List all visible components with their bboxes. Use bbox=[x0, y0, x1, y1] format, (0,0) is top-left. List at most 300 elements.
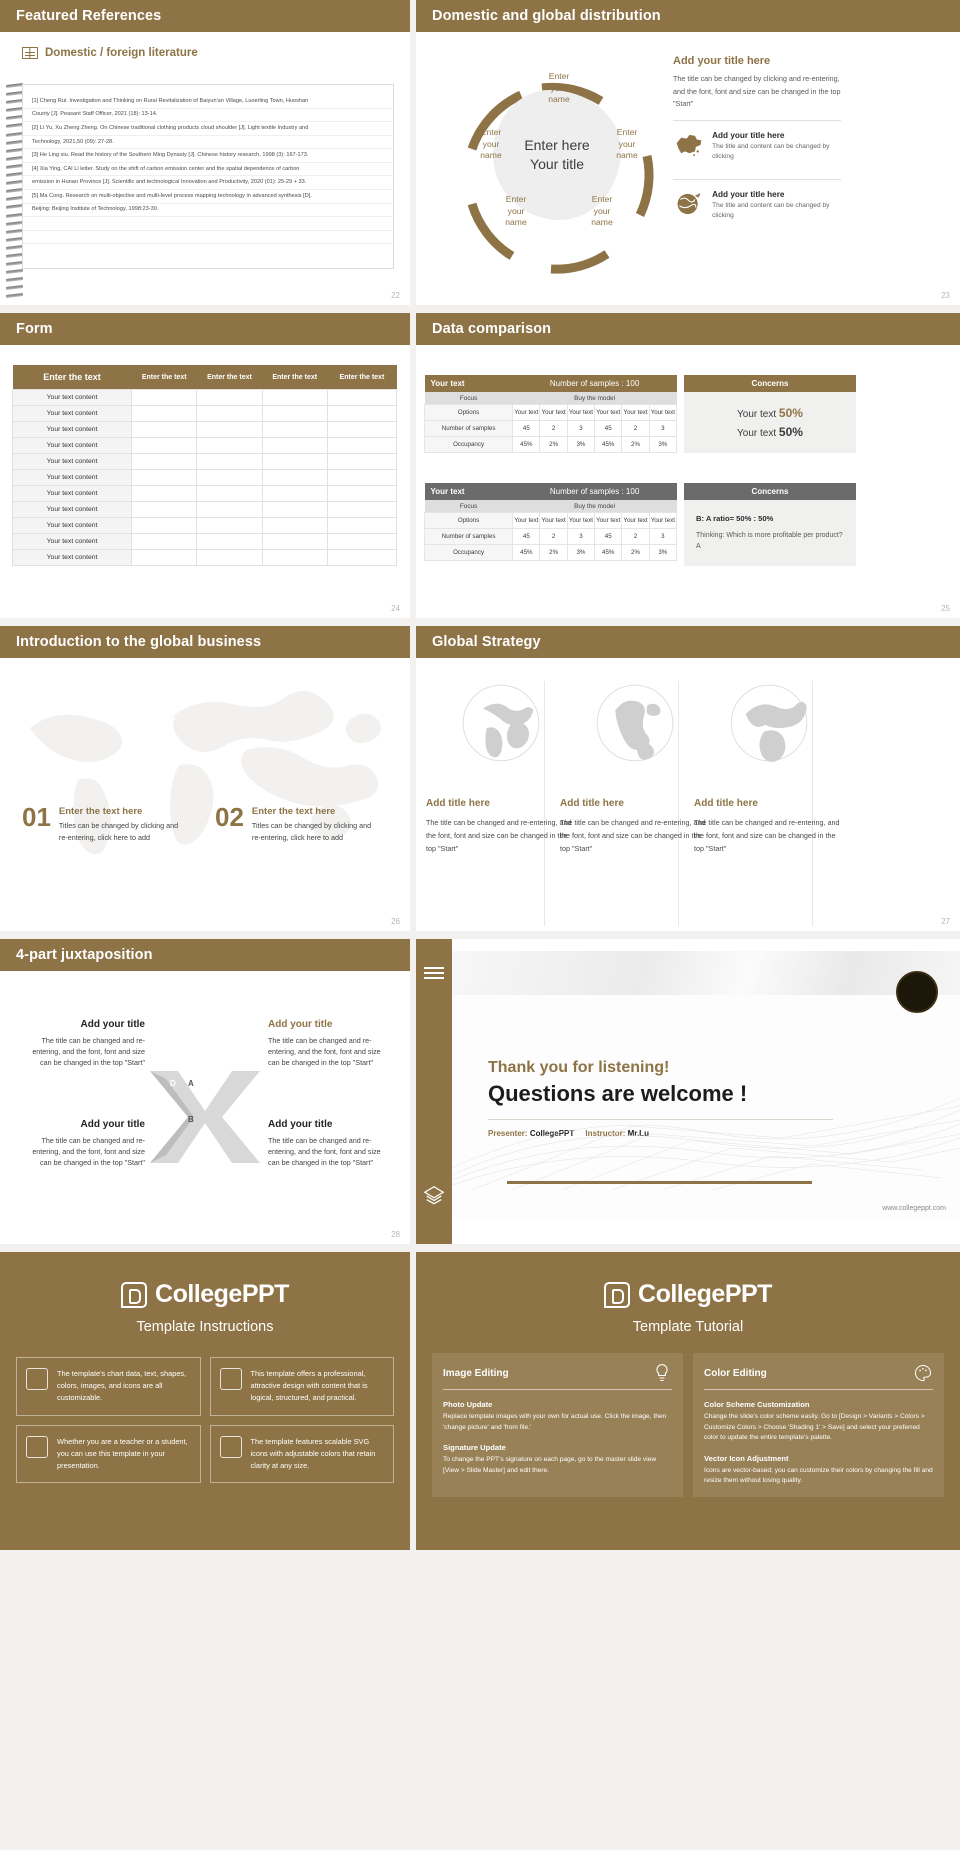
table-cell: 45 bbox=[595, 529, 622, 545]
column-header: Enter the text bbox=[197, 365, 262, 390]
brand-row bbox=[416, 1280, 960, 1309]
table-cell[interactable] bbox=[132, 534, 197, 550]
table-cell: 3 bbox=[567, 421, 594, 437]
page-number: 27 bbox=[941, 917, 950, 926]
row-header: Options bbox=[425, 405, 513, 421]
tutorial-item-body: Replace template images with your own for actual use. Click the image, then 'change picture' and 'from file.' bbox=[443, 1413, 667, 1431]
table-focus-row bbox=[425, 500, 677, 513]
table-row bbox=[425, 405, 677, 421]
list-item[interactable] bbox=[673, 179, 841, 229]
column-title: Add title here bbox=[426, 798, 490, 809]
tutorial-column-color-editing bbox=[693, 1353, 944, 1497]
table-cell[interactable] bbox=[197, 502, 262, 518]
slide-header bbox=[0, 626, 410, 658]
slide-thank-you[interactable] bbox=[416, 939, 960, 1244]
table-cell[interactable] bbox=[262, 486, 327, 502]
column-header bbox=[443, 1363, 672, 1390]
table-cell[interactable] bbox=[132, 422, 197, 438]
panel-template-tutorial bbox=[416, 1252, 960, 1550]
concern-header: Concerns bbox=[684, 375, 856, 392]
thank-you-line-1: Thank you for listening! bbox=[488, 1059, 670, 1076]
globe-icon bbox=[724, 678, 814, 768]
instruction-card bbox=[16, 1357, 201, 1416]
block-title: Enter the text here bbox=[251, 806, 336, 817]
table-cell[interactable] bbox=[327, 422, 396, 438]
column-body: The title can be changed and re-entering, and the font, font and size can be changed in the top "Start" bbox=[426, 818, 572, 853]
page-title: Domestic and global distribution bbox=[432, 8, 661, 24]
table-cell[interactable] bbox=[327, 518, 396, 534]
list-item[interactable] bbox=[673, 120, 841, 170]
wireframe-mesh-decoration bbox=[452, 1080, 960, 1190]
table-header-row bbox=[13, 365, 397, 390]
chart-icon bbox=[26, 1368, 48, 1390]
table-cell[interactable] bbox=[327, 406, 396, 422]
china-map-icon bbox=[673, 131, 704, 159]
hamburger-icon[interactable] bbox=[424, 967, 444, 979]
table-cell[interactable] bbox=[262, 534, 327, 550]
tutorial-item-title: Signature Update bbox=[443, 1443, 506, 1453]
table-left-label: Your text bbox=[430, 379, 465, 388]
table-row bbox=[13, 470, 397, 486]
tutorial-item-body: To change the PPT's signature on each page, go to the master slide view [View > Slide Master] and edit there. bbox=[443, 1456, 657, 1474]
presenter-name: CollegePPT bbox=[529, 1129, 575, 1138]
table-row bbox=[425, 529, 677, 545]
table-cell: 3 bbox=[649, 421, 676, 437]
slide-data-comparison[interactable] bbox=[416, 313, 960, 618]
table-cell[interactable] bbox=[197, 422, 262, 438]
table-cell[interactable] bbox=[132, 454, 197, 470]
table-cell[interactable] bbox=[132, 406, 197, 422]
table-cell: Your text bbox=[567, 513, 594, 529]
concern-header: Concerns bbox=[684, 483, 856, 500]
table-cell: 45% bbox=[513, 545, 540, 561]
form-table-wrapper bbox=[12, 365, 397, 566]
instruction-card bbox=[16, 1425, 201, 1484]
quadrant-bottom-left[interactable] bbox=[20, 1119, 145, 1168]
row-header: Occupancy bbox=[425, 437, 513, 453]
collegeppt-logo-icon bbox=[604, 1282, 630, 1308]
table-cell: 45% bbox=[595, 437, 622, 453]
card-body: The template features scalable SVG icons with adjustable colors that retain clarity at any size. bbox=[250, 1436, 376, 1471]
table-cell[interactable] bbox=[327, 534, 396, 550]
table-cell[interactable] bbox=[262, 390, 327, 406]
slide-global-business[interactable] bbox=[0, 626, 410, 931]
right-panel-body: The title can be changed by clicking and re-entering, and the font, font and size can be changed in the top "Start" bbox=[673, 74, 841, 109]
table-cell: 3% bbox=[567, 545, 594, 561]
row-header: Number of samples bbox=[425, 529, 513, 545]
reference-entry-blank bbox=[23, 231, 393, 245]
top-banner-decoration bbox=[452, 951, 960, 995]
table-left-label: Your text bbox=[430, 487, 465, 496]
slide-featured-references[interactable] bbox=[0, 0, 410, 305]
table-row bbox=[425, 437, 677, 453]
quadrant-title: Add your title bbox=[80, 1019, 145, 1030]
slide-four-part-juxtaposition[interactable] bbox=[0, 939, 410, 1244]
page-title: Global Strategy bbox=[432, 634, 541, 650]
reference-entry: [5] Ma Cong. Research on multi-objective and multi-level process mapping technology in advanced synthesis [D]. bbox=[23, 190, 393, 204]
table-cell[interactable] bbox=[262, 406, 327, 422]
table-row bbox=[13, 438, 397, 454]
table-cell[interactable] bbox=[197, 550, 262, 566]
table-right-label: Number of samples : 100 bbox=[549, 379, 640, 388]
reference-entry: County [J]. Peasant Staff Officer, 2021 (18): 13-14. bbox=[23, 109, 393, 123]
reference-entry: [1] Cheng Rui. Investigation and Thinking on Rural Revitalization of Baiyun'an Village, Luoerling Town, Huoshan bbox=[23, 95, 393, 109]
table-cell[interactable] bbox=[132, 502, 197, 518]
quadrant-top-left[interactable] bbox=[20, 1019, 145, 1068]
reference-entry: Beijing: Beijing Institute of Technology, 1998:23-30. bbox=[23, 204, 393, 218]
column-title: Add title here bbox=[560, 798, 624, 809]
table-cell[interactable] bbox=[197, 438, 262, 454]
concern-body bbox=[684, 500, 856, 566]
focus-label: Focus bbox=[425, 500, 513, 513]
slide-header bbox=[416, 313, 960, 345]
quadrant-body: The title can be changed and re-entering, and the font, font and size can be changed in the top "Start" bbox=[32, 1036, 145, 1068]
seal-icon bbox=[896, 971, 938, 1013]
reference-entry-blank bbox=[23, 217, 393, 231]
tutorial-item-title: Vector Icon Adjustment bbox=[704, 1453, 789, 1463]
table-cell-label: Your text content bbox=[13, 470, 132, 486]
table-cell-label: Your text content bbox=[13, 550, 132, 566]
table-cell[interactable] bbox=[132, 486, 197, 502]
table-cell: Your text bbox=[540, 405, 567, 421]
references-subtitle bbox=[22, 47, 198, 59]
center-letter-c: C bbox=[170, 1115, 176, 1124]
table-row bbox=[13, 390, 397, 406]
table-cell[interactable] bbox=[327, 470, 396, 486]
column-body: The title can be changed and re-entering, and the font, font and size can be changed in the top "Start" bbox=[560, 818, 706, 853]
table-cell-label: Your text content bbox=[13, 486, 132, 502]
concern-box-2 bbox=[684, 483, 856, 566]
comparison-table-1 bbox=[424, 375, 677, 453]
reference-entry: [4] Xia Ying, CAI Li letter. Study on the shift of carbon emission center and the spatial dependence of carbon bbox=[23, 163, 393, 177]
table-cell: Your text bbox=[595, 513, 622, 529]
table-cell: Your text bbox=[567, 405, 594, 421]
table-row bbox=[13, 486, 397, 502]
table-cell: 2 bbox=[622, 421, 649, 437]
numbered-block-1[interactable] bbox=[22, 802, 182, 843]
distribution-right-panel bbox=[673, 55, 841, 230]
concern-line-1-pct: 50% bbox=[778, 406, 803, 420]
x-shape-decoration bbox=[148, 1067, 262, 1167]
list-item-title: Add your title here bbox=[712, 130, 785, 140]
block-number: 01 bbox=[22, 802, 51, 832]
slide-header bbox=[416, 0, 960, 32]
concern-line-2-pct: 50% bbox=[778, 425, 803, 439]
column-header bbox=[704, 1363, 933, 1390]
table-row bbox=[13, 422, 397, 438]
table-cell[interactable] bbox=[262, 550, 327, 566]
tutorial-item-body: Icons are vector-based; you can customize their colors by changing the fill and resize them without losing quality. bbox=[704, 1466, 933, 1485]
page-title: Form bbox=[16, 321, 53, 337]
panel-template-instructions bbox=[0, 1252, 410, 1550]
form-table bbox=[12, 365, 397, 566]
row-header: Number of samples bbox=[425, 421, 513, 437]
concern-body bbox=[684, 392, 856, 453]
world-map-decoration bbox=[0, 658, 410, 931]
panel-subtitle: Template Tutorial bbox=[632, 1319, 744, 1335]
slide-header bbox=[0, 939, 410, 971]
table-cell-label: Your text content bbox=[13, 518, 132, 534]
tutorial-columns bbox=[416, 1335, 960, 1497]
table-row bbox=[13, 502, 397, 518]
table-cell: 2% bbox=[622, 437, 649, 453]
teacher-icon bbox=[26, 1436, 48, 1458]
quadrant-body: The title can be changed and re-entering, and the font, font and size can be changed in the top "Start" bbox=[32, 1136, 145, 1168]
center-letter-a: A bbox=[188, 1079, 194, 1088]
layers-icon[interactable] bbox=[423, 1184, 445, 1206]
table-cell[interactable] bbox=[327, 454, 396, 470]
concern-note: Thinking: Which is more profitable per product?A bbox=[696, 532, 843, 551]
book-icon bbox=[22, 47, 38, 59]
block-body: Titles can be changed by clicking and re-entering, click here to add bbox=[58, 821, 179, 842]
bulb-icon bbox=[652, 1363, 672, 1383]
palette-icon bbox=[913, 1363, 933, 1383]
column-header: Enter the text bbox=[132, 365, 197, 390]
instruction-card-grid bbox=[0, 1335, 410, 1483]
quadrant-title: Add your title bbox=[80, 1119, 145, 1130]
vector-icon bbox=[220, 1436, 242, 1458]
row-header: Occupancy bbox=[425, 545, 513, 561]
petal-label-right: Enter your name bbox=[616, 127, 638, 161]
page-number: 22 bbox=[391, 291, 400, 300]
table-cell: 45% bbox=[513, 437, 540, 453]
table-cell[interactable] bbox=[262, 470, 327, 486]
strategy-column-1[interactable] bbox=[426, 678, 576, 856]
brand-row bbox=[0, 1280, 410, 1309]
table-title-bar bbox=[425, 483, 677, 500]
table-cell: Your text bbox=[513, 513, 540, 529]
right-panel-heading: Add your title here bbox=[673, 55, 771, 67]
table-title-bar bbox=[425, 375, 677, 392]
table-cell[interactable] bbox=[327, 502, 396, 518]
table-cell: 3% bbox=[649, 437, 676, 453]
concern-box-1 bbox=[684, 375, 856, 453]
instruction-card bbox=[210, 1425, 395, 1484]
references-subtitle-label: Domestic / foreign literature bbox=[45, 47, 198, 59]
table-cell-label: Your text content bbox=[13, 406, 132, 422]
numbered-block-2[interactable] bbox=[215, 802, 375, 843]
table-row bbox=[13, 406, 397, 422]
block-body: Titles can be changed by clicking and re-entering, click here to add bbox=[251, 821, 372, 842]
table-cell: 45 bbox=[595, 421, 622, 437]
table-cell[interactable] bbox=[132, 470, 197, 486]
slide-header bbox=[0, 313, 410, 345]
petal-label-bottom-left: Enter your name bbox=[505, 194, 527, 228]
table-cell: 2 bbox=[540, 529, 567, 545]
slide-domestic-global-distribution[interactable] bbox=[416, 0, 960, 305]
table-row bbox=[13, 534, 397, 550]
table-row bbox=[425, 513, 677, 529]
quadrant-top-right[interactable] bbox=[268, 1019, 393, 1068]
center-line-2: Your title bbox=[530, 156, 584, 172]
quadrant-title: Add your title bbox=[268, 1019, 333, 1030]
column-title: Add title here bbox=[694, 798, 758, 809]
block-number: 02 bbox=[215, 802, 244, 832]
page-number: 25 bbox=[941, 604, 950, 613]
table-cell: 3 bbox=[567, 529, 594, 545]
center-letter-d: D bbox=[170, 1079, 176, 1088]
collegeppt-logo-icon bbox=[121, 1282, 147, 1308]
table-cell: 45% bbox=[595, 545, 622, 561]
column-header: Enter the text bbox=[262, 365, 327, 390]
table-focus-row bbox=[425, 392, 677, 405]
table-cell[interactable] bbox=[327, 390, 396, 406]
petal-label-top: Enter your name bbox=[548, 71, 570, 105]
tutorial-item-title: Color Scheme Customization bbox=[704, 1400, 810, 1409]
table-cell: 2% bbox=[540, 545, 567, 561]
page-title: Featured References bbox=[16, 8, 162, 24]
table-cell[interactable] bbox=[132, 550, 197, 566]
table-cell[interactable] bbox=[327, 550, 396, 566]
table-cell[interactable] bbox=[132, 518, 197, 534]
table-cell-label: Your text content bbox=[13, 454, 132, 470]
table-cell[interactable] bbox=[197, 454, 262, 470]
column-heading: Color Editing bbox=[704, 1367, 767, 1379]
globe-icon bbox=[590, 678, 680, 768]
brand-name: CollegePPT bbox=[155, 1280, 289, 1308]
table-cell[interactable] bbox=[197, 518, 262, 534]
table-cell[interactable] bbox=[327, 486, 396, 502]
table-cell: 2% bbox=[622, 545, 649, 561]
list-item-title: Add your title here bbox=[712, 190, 785, 200]
quadrant-bottom-right[interactable] bbox=[268, 1119, 393, 1168]
tutorial-item-title: Photo Update bbox=[443, 1400, 493, 1409]
table-cell[interactable] bbox=[197, 534, 262, 550]
table-cell: Your text bbox=[649, 405, 676, 421]
slide-header bbox=[0, 0, 410, 32]
reference-entry: emission in Hunan Province [J]. Scientific and technological Innovation and Productivity, 2020 (01): 25-29 + 33. bbox=[23, 176, 393, 190]
table-cell[interactable] bbox=[197, 406, 262, 422]
quadrant-title: Add your title bbox=[268, 1119, 333, 1130]
table-right-label: Number of samples : 100 bbox=[549, 487, 640, 496]
focus-label: Focus bbox=[425, 392, 513, 405]
table-row bbox=[13, 518, 397, 534]
table-cell[interactable] bbox=[132, 438, 197, 454]
slide-header bbox=[416, 626, 960, 658]
circular-diagram bbox=[456, 50, 661, 265]
page-number: 23 bbox=[941, 291, 950, 300]
strategy-column-2[interactable] bbox=[560, 678, 710, 856]
table-row bbox=[13, 454, 397, 470]
table-cell[interactable] bbox=[262, 438, 327, 454]
references-card bbox=[22, 84, 394, 269]
table-row bbox=[425, 421, 677, 437]
table-cell-label: Your text content bbox=[13, 390, 132, 406]
panel-subtitle: Template Instructions bbox=[136, 1319, 274, 1335]
table-cell-label: Your text content bbox=[13, 438, 132, 454]
page-title: Introduction to the global business bbox=[16, 634, 262, 650]
gold-rule-decoration bbox=[507, 1181, 812, 1184]
block-title: Enter the text here bbox=[58, 806, 143, 817]
quadrant-body: The title can be changed and re-entering, and the font, font and size can be changed in the top "Start" bbox=[268, 1136, 381, 1168]
column-heading: Image Editing bbox=[443, 1367, 509, 1379]
table-cell-label: Your text content bbox=[13, 534, 132, 550]
petal-label-bottom-right: Enter your name bbox=[591, 194, 613, 228]
reference-entry: [3] He Ling xiu. Read the history of the Southern Ming Dynasty [J]. Chinese history research, 1998 (3): 167-173. bbox=[23, 149, 393, 163]
concern-line-1-text: Your text bbox=[737, 409, 779, 420]
table-cell[interactable] bbox=[197, 486, 262, 502]
page-number: 24 bbox=[391, 604, 400, 613]
strategy-column-3[interactable] bbox=[694, 678, 844, 856]
page-title: Data comparison bbox=[432, 321, 552, 337]
table-row bbox=[13, 550, 397, 566]
tutorial-item-body: Change the slide's color scheme easily. Go to [Design > Variants > Colors > Customize Colors > Choose 'Shading 1' > Save] and select your preferred color to update the entire template's palette. bbox=[704, 1413, 925, 1442]
slide-form[interactable] bbox=[0, 313, 410, 618]
focus-value: Buy the model bbox=[513, 500, 677, 513]
page-number: 26 bbox=[391, 917, 400, 926]
globe-icon bbox=[673, 190, 704, 218]
tutorial-column-image-editing bbox=[432, 1353, 683, 1497]
table-cell[interactable] bbox=[197, 390, 262, 406]
website-url[interactable]: www.collegeppt.com bbox=[882, 1205, 946, 1212]
card-body: Whether you are a teacher or a student, you can use this template in your presentation. bbox=[57, 1436, 188, 1471]
thank-you-line-2: Questions are welcome ! bbox=[488, 1081, 748, 1106]
form-table-body bbox=[13, 390, 397, 566]
card-body: The template's chart data, text, shapes, colors, images, and icons are all customizable. bbox=[57, 1369, 187, 1403]
table-cell[interactable] bbox=[197, 470, 262, 486]
globe-icon bbox=[456, 678, 546, 768]
page-number: 28 bbox=[391, 1230, 400, 1239]
table-cell[interactable] bbox=[262, 518, 327, 534]
column-header: Enter the text bbox=[327, 365, 396, 390]
reference-entry: [2] Li Yu, Xu Zheng Zheng. On Chinese traditional clothing products cloud shoulder [J]. Light textile Industry and bbox=[23, 122, 393, 136]
instructor-label: Instructor: bbox=[585, 1129, 626, 1138]
reference-entry: Technology, 2021,50 (09): 27-28. bbox=[23, 136, 393, 150]
concern-ratio: B: A ratio= 50% : 50% bbox=[696, 514, 774, 523]
card-body: This template offers a professional, attractive design with content that is logical, structured, and practical. bbox=[250, 1369, 368, 1403]
list-item-body: The title and content can be changed by clicking bbox=[712, 202, 830, 220]
table-cell[interactable] bbox=[327, 438, 396, 454]
table-cell-label: Your text content bbox=[13, 422, 132, 438]
thank-you-card bbox=[452, 951, 960, 1218]
table-cell[interactable] bbox=[132, 390, 197, 406]
petal-label-left: Enter your name bbox=[480, 127, 502, 161]
table-cell[interactable] bbox=[262, 502, 327, 518]
window-icon bbox=[220, 1368, 242, 1390]
table-cell: Your text bbox=[622, 513, 649, 529]
table-cell: 3% bbox=[567, 437, 594, 453]
row-header: Options bbox=[425, 513, 513, 529]
table-cell[interactable] bbox=[262, 422, 327, 438]
quadrant-body: The title can be changed and re-entering, and the font, font and size can be changed in the top "Start" bbox=[268, 1036, 381, 1068]
comparison-table-2 bbox=[424, 483, 677, 561]
table-cell: Your text bbox=[622, 405, 649, 421]
center-line-1: Enter here bbox=[524, 137, 590, 154]
column-body: The title can be changed and re-entering, and the font, font and size can be changed in the top "Start" bbox=[694, 818, 840, 853]
table-cell: 2% bbox=[540, 437, 567, 453]
instructor-name: Mr.Lu bbox=[627, 1129, 649, 1138]
table-cell: 45 bbox=[513, 421, 540, 437]
brand-name: CollegePPT bbox=[638, 1280, 772, 1308]
slide-global-strategy[interactable] bbox=[416, 626, 960, 931]
focus-value: Buy the model bbox=[513, 392, 677, 405]
table-cell: Your text bbox=[595, 405, 622, 421]
column-header: Enter the text bbox=[13, 365, 132, 390]
presenter-label: Presenter: bbox=[488, 1129, 528, 1138]
table-cell: 3 bbox=[649, 529, 676, 545]
concern-line-2-text: Your text bbox=[737, 428, 779, 439]
table-cell: Your text bbox=[513, 405, 540, 421]
table-cell: Your text bbox=[540, 513, 567, 529]
table-cell: 2 bbox=[540, 421, 567, 437]
table-cell[interactable] bbox=[262, 454, 327, 470]
table-cell: 3% bbox=[649, 545, 676, 561]
table-cell-label: Your text content bbox=[13, 502, 132, 518]
page-title: 4-part juxtaposition bbox=[16, 947, 153, 963]
table-cell: 45 bbox=[513, 529, 540, 545]
instruction-card bbox=[210, 1357, 395, 1416]
table-row bbox=[425, 545, 677, 561]
